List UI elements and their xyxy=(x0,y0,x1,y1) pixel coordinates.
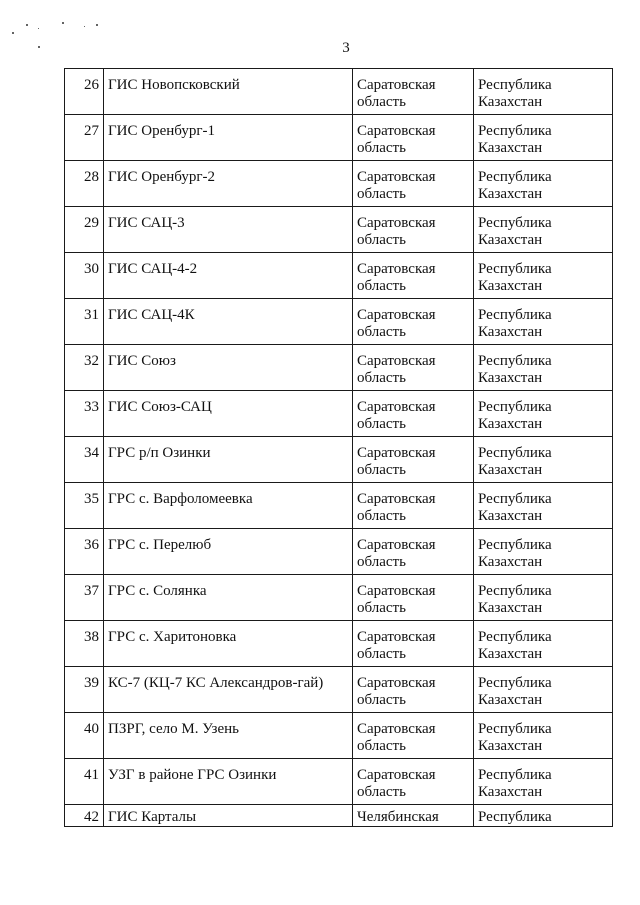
table-row xyxy=(65,759,613,805)
country-line: Республика xyxy=(478,537,552,553)
region-cell xyxy=(353,529,474,575)
country-line: Казахстан xyxy=(478,554,543,570)
region-line: область xyxy=(357,140,406,156)
country-cell xyxy=(474,805,613,827)
region-line: Саратовская xyxy=(357,721,436,737)
region-cell xyxy=(353,667,474,713)
table-row xyxy=(65,805,613,827)
country-cell xyxy=(474,299,613,345)
row-number: 40 xyxy=(65,713,104,759)
region-cell xyxy=(353,253,474,299)
region-cell xyxy=(353,437,474,483)
table-row xyxy=(65,667,613,713)
country-cell xyxy=(474,391,613,437)
region-cell xyxy=(353,69,474,115)
country-line: Республика xyxy=(478,399,552,415)
region-line: область xyxy=(357,600,406,616)
page-number: 3 xyxy=(342,40,350,56)
facility-name: УЗГ в районе ГРС Озинки xyxy=(104,759,353,805)
row-number: 27 xyxy=(65,115,104,161)
region-cell xyxy=(353,391,474,437)
table-row xyxy=(65,345,613,391)
country-line: Республика xyxy=(478,445,552,461)
country-line: Казахстан xyxy=(478,278,543,294)
region-line: Саратовская xyxy=(357,123,436,139)
region-cell xyxy=(353,713,474,759)
facility-name: ГРС р/п Озинки xyxy=(104,437,353,483)
table-row xyxy=(65,299,613,345)
country-line: Казахстан xyxy=(478,416,543,432)
country-cell xyxy=(474,253,613,299)
country-line: Республика xyxy=(478,215,552,231)
table-row xyxy=(65,161,613,207)
region-line: область xyxy=(357,324,406,340)
region-line: Саратовская xyxy=(357,491,436,507)
country-cell xyxy=(474,69,613,115)
country-line: Казахстан xyxy=(478,508,543,524)
table-row xyxy=(65,713,613,759)
country-line: Республика xyxy=(478,767,552,783)
country-line: Казахстан xyxy=(478,94,543,110)
facilities-table xyxy=(64,68,613,827)
region-cell xyxy=(353,299,474,345)
region-cell xyxy=(353,115,474,161)
region-cell xyxy=(353,805,474,827)
country-line: Республика xyxy=(478,491,552,507)
facility-name: ГИС Союз-САЦ xyxy=(104,391,353,437)
table-row xyxy=(65,115,613,161)
row-number: 32 xyxy=(65,345,104,391)
region-line: Саратовская xyxy=(357,169,436,185)
region-line: Саратовская xyxy=(357,629,436,645)
region-line: область xyxy=(357,646,406,662)
region-line: Саратовская xyxy=(357,353,436,369)
table-row xyxy=(65,621,613,667)
row-number: 39 xyxy=(65,667,104,713)
table-row xyxy=(65,253,613,299)
facility-name: ГИС Карталы xyxy=(104,805,353,827)
row-number: 37 xyxy=(65,575,104,621)
region-line: Саратовская xyxy=(357,767,436,783)
facility-name: ГРС с. Солянка xyxy=(104,575,353,621)
region-cell xyxy=(353,483,474,529)
country-cell xyxy=(474,115,613,161)
row-number: 41 xyxy=(65,759,104,805)
row-number: 30 xyxy=(65,253,104,299)
country-line: Республика xyxy=(478,353,552,369)
country-line: Казахстан xyxy=(478,370,543,386)
region-line: область xyxy=(357,738,406,754)
facility-name: ГИС Оренбург-2 xyxy=(104,161,353,207)
country-cell xyxy=(474,529,613,575)
row-number: 26 xyxy=(65,69,104,115)
facility-name: ГИС Оренбург-1 xyxy=(104,115,353,161)
table-row xyxy=(65,69,613,115)
country-cell xyxy=(474,161,613,207)
facility-name: ГРС с. Варфоломеевка xyxy=(104,483,353,529)
region-cell xyxy=(353,207,474,253)
region-line: Саратовская xyxy=(357,537,436,553)
region-line: область xyxy=(357,232,406,248)
region-line: Саратовская xyxy=(357,77,436,93)
facility-name: ПЗРГ, село М. Узень xyxy=(104,713,353,759)
country-cell xyxy=(474,621,613,667)
country-cell xyxy=(474,667,613,713)
facility-name: ГИС САЦ-4К xyxy=(104,299,353,345)
region-cell xyxy=(353,345,474,391)
region-line: область xyxy=(357,278,406,294)
country-line: Республика xyxy=(478,583,552,599)
country-line: Казахстан xyxy=(478,692,543,708)
region-line: область xyxy=(357,692,406,708)
country-line: Казахстан xyxy=(478,462,543,478)
region-line: область xyxy=(357,186,406,202)
row-number: 31 xyxy=(65,299,104,345)
region-cell xyxy=(353,621,474,667)
country-line: Казахстан xyxy=(478,738,543,754)
country-line: Республика xyxy=(478,261,552,277)
row-number: 42 xyxy=(65,805,104,827)
facility-name: ГРС с. Харитоновка xyxy=(104,621,353,667)
country-line: Республика xyxy=(478,629,552,645)
facility-name: КС-7 (КЦ-7 КС Александров-гай) xyxy=(104,667,353,713)
table-row xyxy=(65,575,613,621)
table-row xyxy=(65,437,613,483)
region-line: область xyxy=(357,94,406,110)
region-line: область xyxy=(357,784,406,800)
region-line: Саратовская xyxy=(357,307,436,323)
table-row xyxy=(65,483,613,529)
country-line: Казахстан xyxy=(478,784,543,800)
table-row xyxy=(65,207,613,253)
row-number: 29 xyxy=(65,207,104,253)
region-cell xyxy=(353,161,474,207)
country-line: Казахстан xyxy=(478,600,543,616)
country-line: Республика xyxy=(478,721,552,737)
country-line: Казахстан xyxy=(478,186,543,202)
country-cell xyxy=(474,437,613,483)
country-line: Республика xyxy=(478,123,552,139)
region-line: область xyxy=(357,554,406,570)
region-line: Саратовская xyxy=(357,261,436,277)
region-line: область xyxy=(357,370,406,386)
country-line: Казахстан xyxy=(478,232,543,248)
country-line: Республика xyxy=(478,675,552,691)
country-cell xyxy=(474,713,613,759)
facility-name: ГИС САЦ-4-2 xyxy=(104,253,353,299)
country-line: Казахстан xyxy=(478,324,543,340)
region-line: Саратовская xyxy=(357,583,436,599)
facility-name: ГРС с. Перелюб xyxy=(104,529,353,575)
facility-name: ГИС Союз xyxy=(104,345,353,391)
country-cell xyxy=(474,345,613,391)
region-line: Саратовская xyxy=(357,445,436,461)
row-number: 34 xyxy=(65,437,104,483)
country-line: Республика xyxy=(478,307,552,323)
row-number: 36 xyxy=(65,529,104,575)
table-body xyxy=(65,69,613,827)
country-line: Казахстан xyxy=(478,140,543,156)
country-cell xyxy=(474,759,613,805)
country-cell xyxy=(474,575,613,621)
region-line: Саратовская xyxy=(357,215,436,231)
row-number: 35 xyxy=(65,483,104,529)
country-cell xyxy=(474,483,613,529)
country-cell xyxy=(474,207,613,253)
row-number: 33 xyxy=(65,391,104,437)
region-line: Саратовская xyxy=(357,675,436,691)
table-row xyxy=(65,529,613,575)
region-line: Челябинская xyxy=(357,809,439,825)
region-cell xyxy=(353,759,474,805)
row-number: 38 xyxy=(65,621,104,667)
country-line: Республика xyxy=(478,169,552,185)
table-row xyxy=(65,391,613,437)
region-line: область xyxy=(357,416,406,432)
country-line: Республика xyxy=(478,809,552,825)
region-cell xyxy=(353,575,474,621)
region-line: Саратовская xyxy=(357,399,436,415)
facility-name: ГИС Новопсковский xyxy=(104,69,353,115)
facility-name: ГИС САЦ-3 xyxy=(104,207,353,253)
country-line: Казахстан xyxy=(478,646,543,662)
row-number: 28 xyxy=(65,161,104,207)
region-line: область xyxy=(357,462,406,478)
country-line: Республика xyxy=(478,77,552,93)
region-line: область xyxy=(357,508,406,524)
